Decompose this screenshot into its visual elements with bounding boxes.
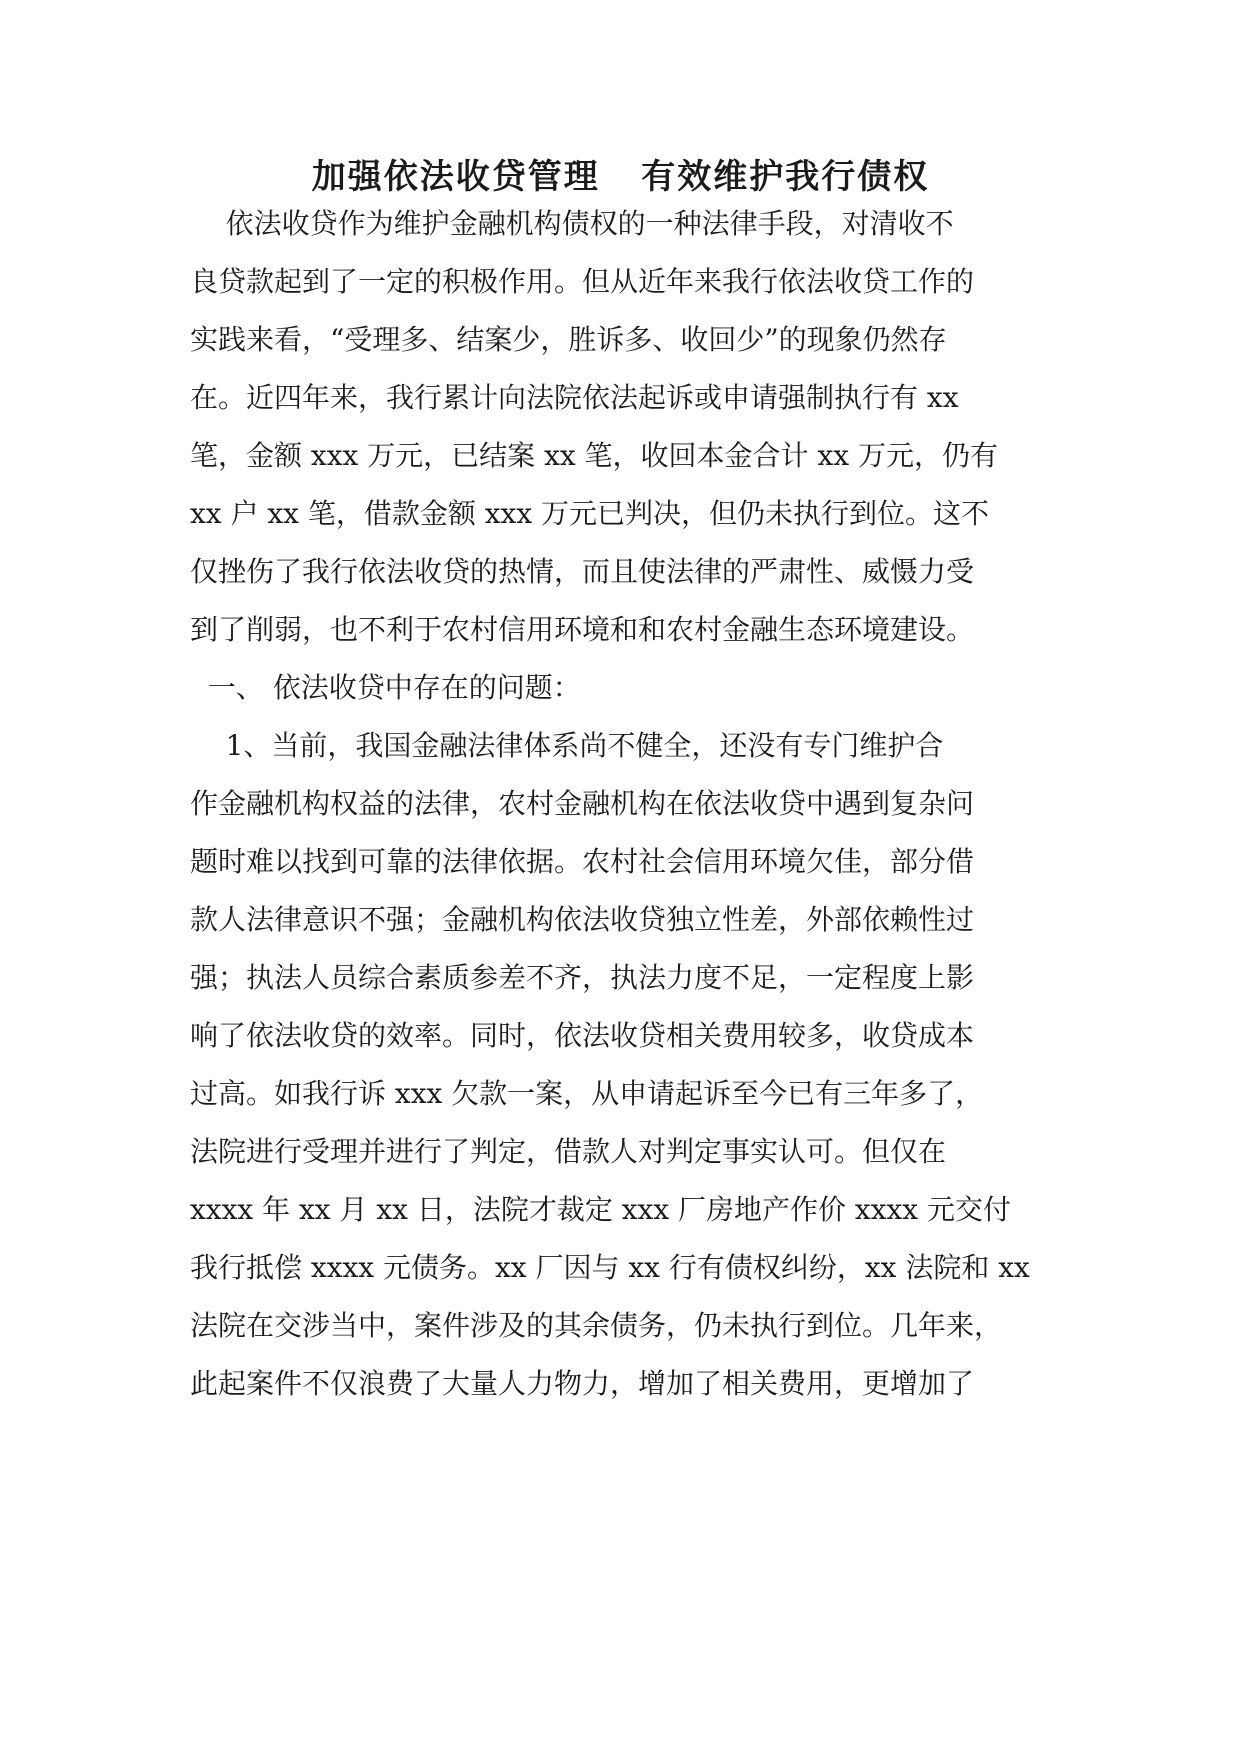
body-line: 此起案件不仅浪费了大量人力物力，增加了相关费用，更增加了: [190, 1367, 975, 1400]
body-line: 仅挫伤了我行依法收贷的热情，而且使法律的严肃性、威慑力受: [190, 555, 975, 588]
body-line: 依法收贷作为维护金融机构债权的一种法律手段，对清收不: [190, 207, 954, 240]
body-line: 实践来看，“受理多、结案少，胜诉多、收回少”的现象仍然存: [190, 323, 947, 356]
document-title: 加强依法收贷管理 有效维护我行债权: [311, 157, 930, 197]
body-line: xx 户 xx 笔，借款金额 xxx 万元已判决，但仍未执行到位。这不: [190, 497, 990, 530]
body-line: 良贷款起到了一定的积极作用。但从近年来我行依法收贷工作的: [190, 265, 975, 298]
body-line: 我行抵偿 xxxx 元债务。xx 厂因与 xx 行有债权纠纷，xx 法院和 xx: [190, 1251, 1030, 1284]
body-line: 法院进行受理并进行了判定，借款人对判定事实认可。但仅在: [190, 1135, 947, 1168]
body-line: 在。近四年来，我行累计向法院依法起诉或申请强制执行有 xx: [190, 381, 959, 414]
body-line: 1、当前，我国金融法律体系尚不健全，还没有专门维护合: [190, 729, 944, 762]
section-heading: 一、 依法收贷中存在的问题：: [190, 671, 581, 704]
body-line: 作金融机构权益的法律，农村金融机构在依法收贷中遇到复杂问: [190, 787, 975, 820]
body-line: 款人法律意识不强；金融机构依法收贷独立性差，外部依赖性过: [190, 903, 975, 936]
body-line: xxxx 年 xx 月 xx 日，法院才裁定 xxx 厂房地产作价 xxxx 元交付: [190, 1193, 1011, 1226]
body-line: 响了依法收贷的效率。同时，依法收贷相关费用较多，收贷成本: [190, 1019, 975, 1052]
body-line: 题时难以找到可靠的法律依据。农村社会信用环境欠佳，部分借: [190, 845, 975, 878]
body-line: 法院在交涉当中，案件涉及的其余债务，仍未执行到位。几年来，: [190, 1309, 1003, 1342]
body-line: 到了削弱，也不利于农村信用环境和和农村金融生态环境建设。: [190, 613, 975, 646]
body-line: 强；执法人员综合素质参差不齐，执法力度不足，一定程度上影: [190, 961, 975, 994]
body-line: 过高。如我行诉 xxx 欠款一案，从申请起诉至今已有三年多了，: [190, 1077, 984, 1110]
body-line: 笔，金额 xxx 万元，已结案 xx 笔，收回本金合计 xx 万元，仍有: [190, 439, 998, 472]
